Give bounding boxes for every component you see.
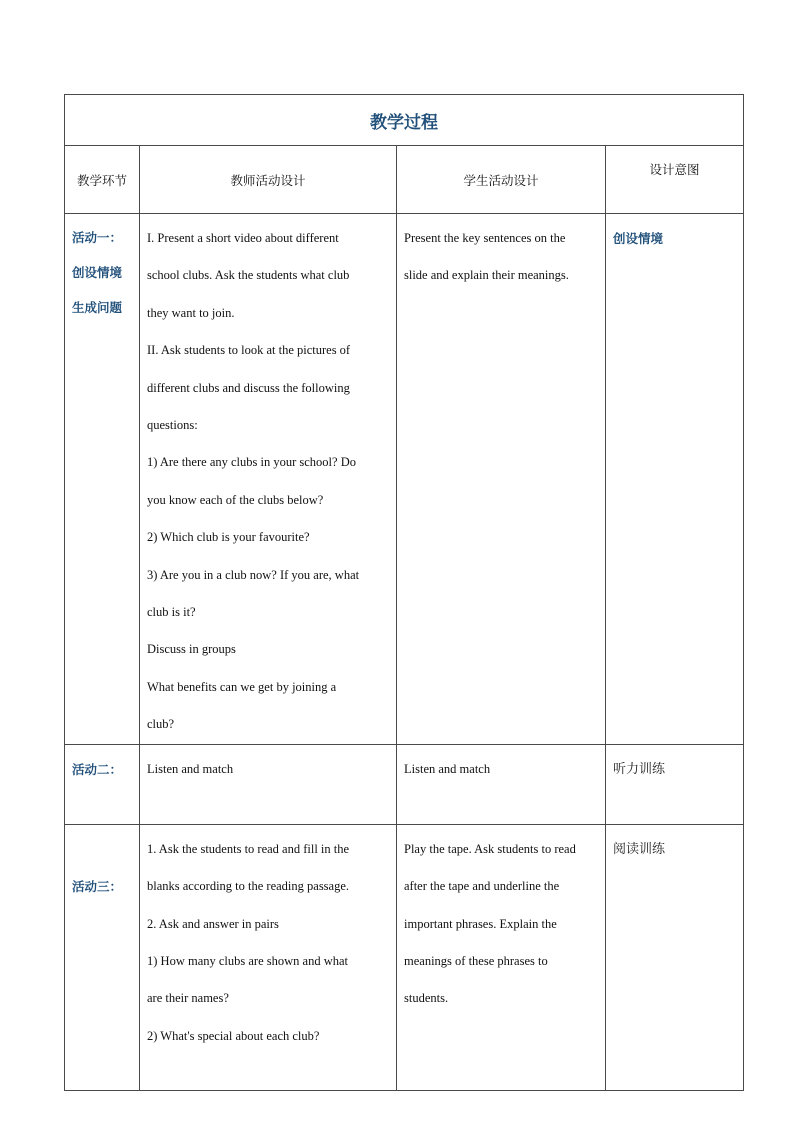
student-line: important phrases. Explain the xyxy=(404,916,557,931)
student-line: Present the key sentences on the xyxy=(404,231,566,245)
student-activity-cell xyxy=(397,824,606,1090)
table-row xyxy=(65,824,744,1090)
header-student: 学生活动设计 xyxy=(397,146,606,214)
teacher-line: Listen and match xyxy=(147,761,234,776)
teacher-line: 2) Which club is your favourite? xyxy=(147,530,310,545)
intent-cell xyxy=(606,214,744,745)
table-title-cell xyxy=(65,95,744,146)
table-title: 教学过程 xyxy=(370,112,438,133)
header-intent: 设计意图 xyxy=(606,146,744,214)
teacher-line: club? xyxy=(147,717,175,732)
header-teacher: 教师活动设计 xyxy=(140,146,397,214)
lesson-process-table-wrapper xyxy=(64,94,743,1091)
teacher-line: I. Present a short video about different xyxy=(147,231,339,245)
header-row xyxy=(65,146,744,214)
student-line: slide and explain their meanings. xyxy=(404,268,569,283)
stage-label: 活动二： xyxy=(72,761,123,777)
teacher-line: are their names? xyxy=(147,991,229,1006)
teacher-activity-cell xyxy=(140,214,397,745)
table-row xyxy=(65,744,744,824)
teacher-line: 1) How many clubs are shown and what xyxy=(147,953,348,968)
teacher-activity-cell xyxy=(140,824,397,1090)
intent-text: 创设情境 xyxy=(613,231,664,246)
stage-label: 活动一： xyxy=(72,230,123,245)
stage-label: 活动三： xyxy=(72,878,123,894)
teacher-line: 1) Are there any clubs in your school? Do xyxy=(147,455,356,470)
teacher-line: II. Ask students to look at the pictures of xyxy=(147,343,351,358)
teacher-line: club is it? xyxy=(147,605,196,620)
teacher-line: What benefits can we get by joining a xyxy=(147,679,337,694)
stage-label: 创设情境 xyxy=(72,265,123,280)
stage-cell xyxy=(65,214,140,745)
teacher-line: questions: xyxy=(147,418,198,433)
stage-cell xyxy=(65,744,140,824)
header-stage: 教学环节 xyxy=(65,146,140,214)
teacher-activity-cell xyxy=(140,744,397,824)
student-line: Play the tape. Ask students to read xyxy=(404,841,576,856)
intent-cell xyxy=(606,824,744,1090)
teacher-line: they want to join. xyxy=(147,305,235,320)
teacher-line: 2. Ask and answer in pairs xyxy=(147,916,279,931)
student-line: after the tape and underline the xyxy=(404,879,560,894)
teacher-line: 1. Ask the students to read and fill in the xyxy=(147,841,350,856)
intent-text: 听力训练 xyxy=(613,761,666,777)
teacher-line: different clubs and discuss the following xyxy=(147,380,350,395)
teacher-line: 2) What's special about each club? xyxy=(147,1028,320,1043)
student-activity-cell xyxy=(397,744,606,824)
teacher-line: Discuss in groups xyxy=(147,642,236,657)
student-activity-cell xyxy=(397,214,606,745)
teacher-line: 3) Are you in a club now? If you are, what xyxy=(147,567,360,582)
teacher-line: you know each of the clubs below? xyxy=(147,492,324,507)
student-line: meanings of these phrases to xyxy=(404,953,548,968)
stage-cell xyxy=(65,824,140,1090)
intent-text: 阅读训练 xyxy=(613,841,666,857)
teacher-line: school clubs. Ask the students what club xyxy=(147,268,350,283)
student-line: Listen and match xyxy=(404,761,491,776)
stage-label: 生成问题 xyxy=(72,300,123,315)
intent-cell xyxy=(606,744,744,824)
teacher-line: blanks according to the reading passage. xyxy=(147,879,350,894)
table-row xyxy=(65,214,744,745)
lesson-process-table xyxy=(64,94,744,1091)
student-line: students. xyxy=(404,991,449,1006)
